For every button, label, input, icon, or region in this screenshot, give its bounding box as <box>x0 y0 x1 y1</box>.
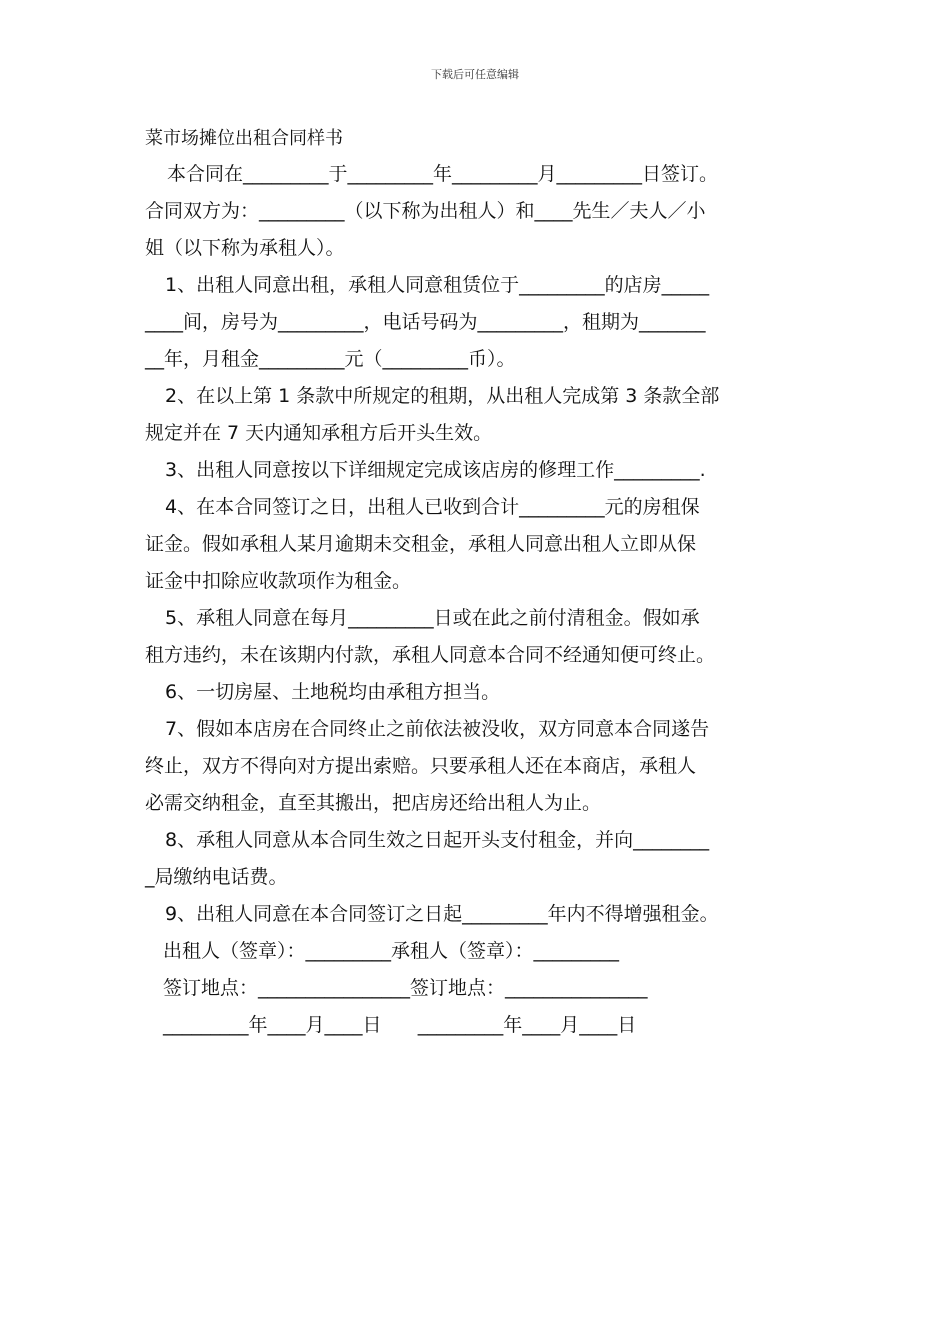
clause-7-line-1: 7、假如本店房在合同终止之前依法被没收，双方同意本合同遂告 <box>165 718 710 740</box>
clause-1-line-1: 1、出租人同意出租，承租人同意租赁位于_________的店房_____ <box>165 274 710 296</box>
clause-2-line-1: 2、在以上第 1 条款中所规定的租期，从出租人完成第 3 条款全部 <box>165 385 720 407</box>
clause-3-line-1: 3、出租人同意按以下详细规定完成该店房的修理工作_________. <box>165 459 706 481</box>
contract-body <box>145 124 810 1044</box>
clause-1-line-3: __年，月租金_________元（_________币）。 <box>145 348 516 370</box>
clause-7-line-2: 终止，双方不得向对方提出索赔。只要承租人还在本商店，承租人 <box>145 755 697 777</box>
paragraph-intro-line-3: 姐（以下称为承租人）。 <box>145 237 345 259</box>
clause-4-line-3: 证金中扣除应收款项作为租金。 <box>145 570 412 592</box>
paragraph-intro-line-2: 合同双方为：_________（以下称为出租人）和____先生／夫人／小 <box>145 200 706 222</box>
document-title: 菜市场摊位出租合同样书 <box>145 128 343 149</box>
clause-8-line-1: 8、承租人同意从本合同生效之日起开头支付租金，并向________ <box>165 829 710 851</box>
clause-7-line-3: 必需交纳租金，直至其搬出，把店房还给出租人为止。 <box>145 792 602 814</box>
clause-9-line-1: 9、出租人同意在本合同签订之日起_________年内不得增强租金。 <box>165 903 719 925</box>
clause-8-line-2: _局缴纳电话费。 <box>145 866 288 888</box>
signature-line-signers: 出租人（签章）：_________承租人（签章）：_________ <box>163 940 620 962</box>
clause-5-line-1: 5、承租人同意在每月_________日或在此之前付清租金。假如承 <box>165 607 700 629</box>
paragraph-intro-line-1: 本合同在_________于_________年_________月_________日签订。 <box>167 163 719 185</box>
clause-4-line-1: 4、在本合同签订之日，出租人已收到合计_________元的房租保 <box>165 496 700 518</box>
page-header: 下载后可任意编辑 <box>431 68 519 81</box>
clause-1-line-2: ____间，房号为_________，电话号码为_________，租期为_______ <box>145 311 706 333</box>
clause-4-line-2: 证金。假如承租人某月逾期未交租金，承租人同意出租人立即从保 <box>145 533 697 555</box>
signature-line-dates: _________年____月____日 _________年____月____日 <box>163 1014 637 1036</box>
clause-6-line-1: 6、一切房屋、土地税均由承租方担当。 <box>165 681 501 703</box>
signature-line-location: 签订地点：________________签订地点：_______________ <box>163 977 648 999</box>
clause-5-line-2: 租方违约，未在该期内付款，承租人同意本合同不经通知便可终止。 <box>145 644 716 666</box>
clause-2-line-2: 规定并在 7 天内通知承租方后开头生效。 <box>145 422 493 444</box>
